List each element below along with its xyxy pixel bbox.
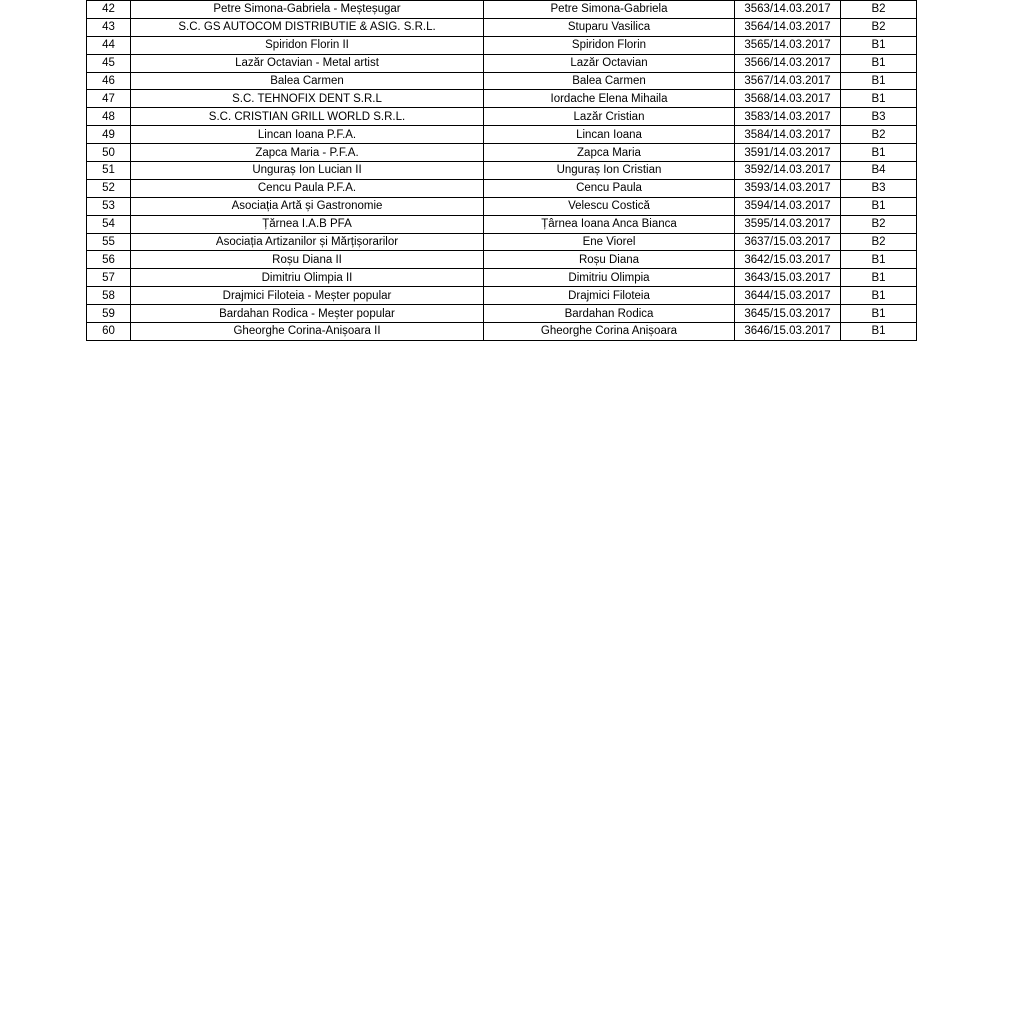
representative-cell: Țârnea Ioana Anca Bianca [484, 215, 735, 233]
registration-number-cell: 3643/15.03.2017 [735, 269, 841, 287]
registration-number-cell: 3584/14.03.2017 [735, 126, 841, 144]
representative-cell: Dimitriu Olimpia [484, 269, 735, 287]
row-number-cell: 51 [87, 162, 131, 180]
registration-number-cell: 3646/15.03.2017 [735, 323, 841, 341]
registration-number-cell: 3563/14.03.2017 [735, 1, 841, 19]
table-row [87, 287, 917, 305]
table-row [87, 305, 917, 323]
company-name-cell: Lincan Ioana P.F.A. [131, 126, 484, 144]
company-name-cell: Lazăr Octavian - Metal artist [131, 54, 484, 72]
category-cell: B1 [841, 305, 917, 323]
category-cell: B3 [841, 179, 917, 197]
company-name-cell: Petre Simona-Gabriela - Meșteșugar [131, 1, 484, 19]
row-number-cell: 54 [87, 215, 131, 233]
representative-cell: Unguraș Ion Cristian [484, 162, 735, 180]
company-name-cell: Gheorghe Corina-Anișoara II [131, 323, 484, 341]
category-cell: B1 [841, 269, 917, 287]
category-cell: B2 [841, 1, 917, 19]
category-cell: B1 [841, 36, 917, 54]
company-name-cell: Țărnea I.A.B PFA [131, 215, 484, 233]
registration-number-cell: 3565/14.03.2017 [735, 36, 841, 54]
category-cell: B2 [841, 233, 917, 251]
table-row [87, 1, 917, 19]
representative-cell: Iordache Elena Mihaila [484, 90, 735, 108]
table-row [87, 197, 917, 215]
table-row [87, 233, 917, 251]
table-row [87, 18, 917, 36]
table-row [87, 54, 917, 72]
representative-cell: Drajmici Filoteia [484, 287, 735, 305]
company-name-cell: Asociația Artizanilor și Mărțișorarilor [131, 233, 484, 251]
registration-number-cell: 3592/14.03.2017 [735, 162, 841, 180]
table-row [87, 251, 917, 269]
table-row [87, 269, 917, 287]
row-number-cell: 48 [87, 108, 131, 126]
row-number-cell: 44 [87, 36, 131, 54]
registration-number-cell: 3566/14.03.2017 [735, 54, 841, 72]
row-number-cell: 47 [87, 90, 131, 108]
category-cell: B2 [841, 18, 917, 36]
company-name-cell: Cencu Paula P.F.A. [131, 179, 484, 197]
category-cell: B2 [841, 126, 917, 144]
registration-number-cell: 3645/15.03.2017 [735, 305, 841, 323]
row-number-cell: 46 [87, 72, 131, 90]
representative-cell: Zapca Maria [484, 144, 735, 162]
registration-number-cell: 3595/14.03.2017 [735, 215, 841, 233]
category-cell: B1 [841, 72, 917, 90]
category-cell: B1 [841, 90, 917, 108]
registration-number-cell: 3642/15.03.2017 [735, 251, 841, 269]
row-number-cell: 50 [87, 144, 131, 162]
category-cell: B1 [841, 287, 917, 305]
category-cell: B2 [841, 215, 917, 233]
representative-cell: Gheorghe Corina Anișoara [484, 323, 735, 341]
row-number-cell: 42 [87, 1, 131, 19]
registration-number-cell: 3567/14.03.2017 [735, 72, 841, 90]
company-name-cell: Dimitriu Olimpia II [131, 269, 484, 287]
registration-number-cell: 3591/14.03.2017 [735, 144, 841, 162]
representative-cell: Balea Carmen [484, 72, 735, 90]
row-number-cell: 45 [87, 54, 131, 72]
company-name-cell: Zapca Maria - P.F.A. [131, 144, 484, 162]
table-row [87, 144, 917, 162]
row-number-cell: 59 [87, 305, 131, 323]
representative-cell: Stuparu Vasilica [484, 18, 735, 36]
representative-cell: Cencu Paula [484, 179, 735, 197]
category-cell: B1 [841, 197, 917, 215]
registration-number-cell: 3644/15.03.2017 [735, 287, 841, 305]
registration-number-cell: 3564/14.03.2017 [735, 18, 841, 36]
representative-cell: Roșu Diana [484, 251, 735, 269]
row-number-cell: 55 [87, 233, 131, 251]
table-row [87, 215, 917, 233]
representative-cell: Ene Viorel [484, 233, 735, 251]
registration-number-cell: 3583/14.03.2017 [735, 108, 841, 126]
company-name-cell: Unguraș Ion Lucian II [131, 162, 484, 180]
category-cell: B3 [841, 108, 917, 126]
representative-cell: Bardahan Rodica [484, 305, 735, 323]
row-number-cell: 60 [87, 323, 131, 341]
company-name-cell: Asociația Artă și Gastronomie [131, 197, 484, 215]
representative-cell: Lincan Ioana [484, 126, 735, 144]
representative-cell: Petre Simona-Gabriela [484, 1, 735, 19]
company-name-cell: Bardahan Rodica - Meșter popular [131, 305, 484, 323]
representative-cell: Velescu Costică [484, 197, 735, 215]
registration-number-cell: 3568/14.03.2017 [735, 90, 841, 108]
table-row [87, 90, 917, 108]
company-name-cell: Roșu Diana II [131, 251, 484, 269]
representative-cell: Spiridon Florin [484, 36, 735, 54]
representative-cell: Lazăr Octavian [484, 54, 735, 72]
representative-cell: Lazăr Cristian [484, 108, 735, 126]
company-name-cell: Balea Carmen [131, 72, 484, 90]
category-cell: B4 [841, 162, 917, 180]
category-cell: B1 [841, 251, 917, 269]
category-cell: B1 [841, 323, 917, 341]
row-number-cell: 43 [87, 18, 131, 36]
table-row [87, 72, 917, 90]
row-number-cell: 56 [87, 251, 131, 269]
registration-number-cell: 3594/14.03.2017 [735, 197, 841, 215]
registration-table [86, 0, 917, 341]
registration-table-body [87, 1, 917, 341]
table-row [87, 162, 917, 180]
company-name-cell: S.C. GS AUTOCOM DISTRIBUTIE & ASIG. S.R.L. [131, 18, 484, 36]
registration-number-cell: 3593/14.03.2017 [735, 179, 841, 197]
table-row [87, 126, 917, 144]
registration-number-cell: 3637/15.03.2017 [735, 233, 841, 251]
row-number-cell: 57 [87, 269, 131, 287]
row-number-cell: 52 [87, 179, 131, 197]
row-number-cell: 53 [87, 197, 131, 215]
company-name-cell: Drajmici Filoteia - Meșter popular [131, 287, 484, 305]
company-name-cell: Spiridon Florin II [131, 36, 484, 54]
company-name-cell: S.C. TEHNOFIX DENT S.R.L [131, 90, 484, 108]
table-row [87, 36, 917, 54]
row-number-cell: 49 [87, 126, 131, 144]
category-cell: B1 [841, 144, 917, 162]
company-name-cell: S.C. CRISTIAN GRILL WORLD S.R.L. [131, 108, 484, 126]
table-row [87, 179, 917, 197]
table-row [87, 323, 917, 341]
row-number-cell: 58 [87, 287, 131, 305]
category-cell: B1 [841, 54, 917, 72]
table-row [87, 108, 917, 126]
